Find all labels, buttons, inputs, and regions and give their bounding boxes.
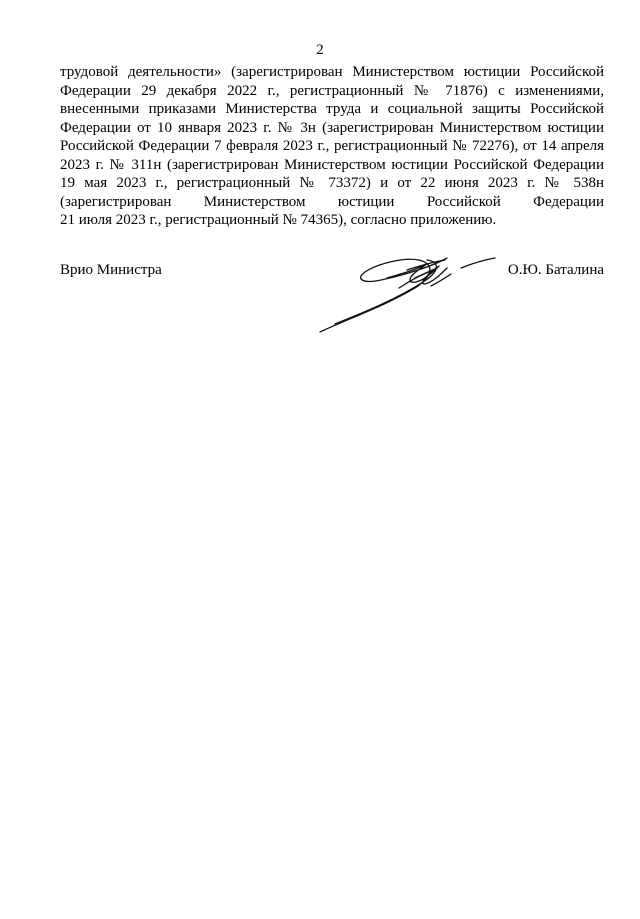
body-line: трудовой деятельности» (зарегистрирован Министерством юстиции Российской — [60, 64, 604, 80]
body-line: 21 июля 2023 г., регистрационный № 74365), согласно приложению. — [60, 212, 497, 228]
body-line: 19 мая 2023 г., регистрационный № 73372) и от 22 июня 2023 г. № 538н — [60, 175, 604, 191]
body-line: Федерации от 10 января 2023 г. № 3н (зарегистрирован Министерством юстиции — [60, 119, 604, 136]
signature-block — [60, 262, 604, 342]
page-number: 2 — [316, 42, 324, 58]
body-line: (зарегистрирован Министерством юстиции Российской Федерации — [60, 193, 604, 210]
handwritten-signature-icon — [315, 248, 505, 338]
body-line: 2023 г. № 311н (зарегистрирован Министерством юстиции Российской Федерации — [60, 156, 604, 173]
signatory-role: Врио Министра — [60, 262, 162, 278]
body-paragraph — [60, 63, 604, 230]
body-line: Российской Федерации 7 февраля 2023 г., регистрационный № 72276), от 14 апреля — [60, 138, 604, 154]
body-line: внесенными приказами Министерства труда и социальной защиты Российской — [60, 101, 604, 117]
body-line: Федерации 29 декабря 2022 г., регистрационный № 71876) с изменениями, — [60, 82, 604, 99]
signatory-name: О.Ю. Баталина — [507, 262, 604, 278]
